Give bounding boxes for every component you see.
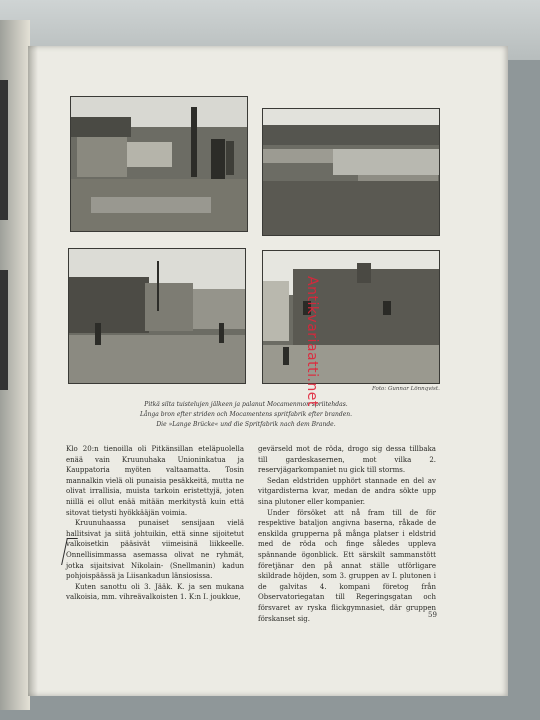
page-number: 59 <box>428 611 437 619</box>
caption-german: Die »Lange Brücke« und die Spritfabrik nach dem Brande. <box>156 421 336 428</box>
caption-finnish: Pitkä silta tuistelujen jälkeen ja palanut Mocamenmon spriitehdas. <box>144 401 348 408</box>
photo-credit: Foto: Gunnar Lönnqvist. <box>372 386 440 392</box>
paragraph: Klo 20:n tienoilla oli Pitkänsillan eteläpuolella enää vain Kruunuhaka Unioninkatua ja Kauppatoria myöten valtaamatta. Tosin mannalkin vielä oli punaisia pesäkkeitä, mutta ne olivat irrallisia, muista tarkoin eristettyjä, joten niillä ei ollut enää mitään merkitystä kuin että sitovat tietysti hyökkääjän voimia. <box>66 445 244 517</box>
right-text-column <box>258 444 436 624</box>
photo-street-scene <box>68 248 246 384</box>
photo-river-bridge <box>262 108 440 236</box>
page-spine-shadow <box>28 46 38 696</box>
photo-burned-factory <box>262 250 440 384</box>
photo-bridge-debris <box>70 96 248 232</box>
paragraph: gevärseld mot de röda, drogo sig dessa tillbaka till gardeskasernen, mot vilka 2. reservjägarkompaniet nu gick till storms. <box>258 445 436 475</box>
paragraph: Kuten sanottu oli 3. Jääk. K. ja sen mukana valkoisia, mm. vihreävalkoisten 1. K:n I. joukkue, <box>66 582 244 602</box>
paragraph: Kruunuhaassa punaiset sensijaan vielä hallitsivat ja siitä johtuikin, että sinne sijoitetut valkoisetkin pääsivät viimeisinä liikkeelle. Onnellisimmassa asemassa olivat ne ryhmät, jotka sijaitsivat Nikolain- (Snellmanin) kadun pohjoispäässä ja Liisankadun länsiosissa. <box>66 519 244 581</box>
left-text-column <box>66 444 244 603</box>
caption-swedish: Långa bron efter striden och Mocamentens spritfabrik efter branden. <box>139 411 353 418</box>
paragraph: Sedan eldstriden upphört stannade en del av vitgardisterna kvar, medan de andra sökte upp sina plutoner eller kompanier. <box>258 476 436 506</box>
watermark: Antikvariaatti.net <box>304 276 320 407</box>
previous-page-photo <box>0 270 8 390</box>
previous-page-photo <box>0 80 8 220</box>
paragraph: Under försöket att nå fram till de för respektive bataljon angivna baserna, råkade de enskilda grupperna på många platser i eldstrid med de röda och finge således uppleva spännande ögonblick. Ett särskilt sammanstött företjänar den på annat ställe utförligare skildrade höjden, som 3. gruppen av I. plutonen i de galvitas 4. kompani företog från Observatoriegatan till Regeringsgatan och försvaret av ryska flickgymnasiet, där gruppen förskanset sig. <box>258 508 436 623</box>
